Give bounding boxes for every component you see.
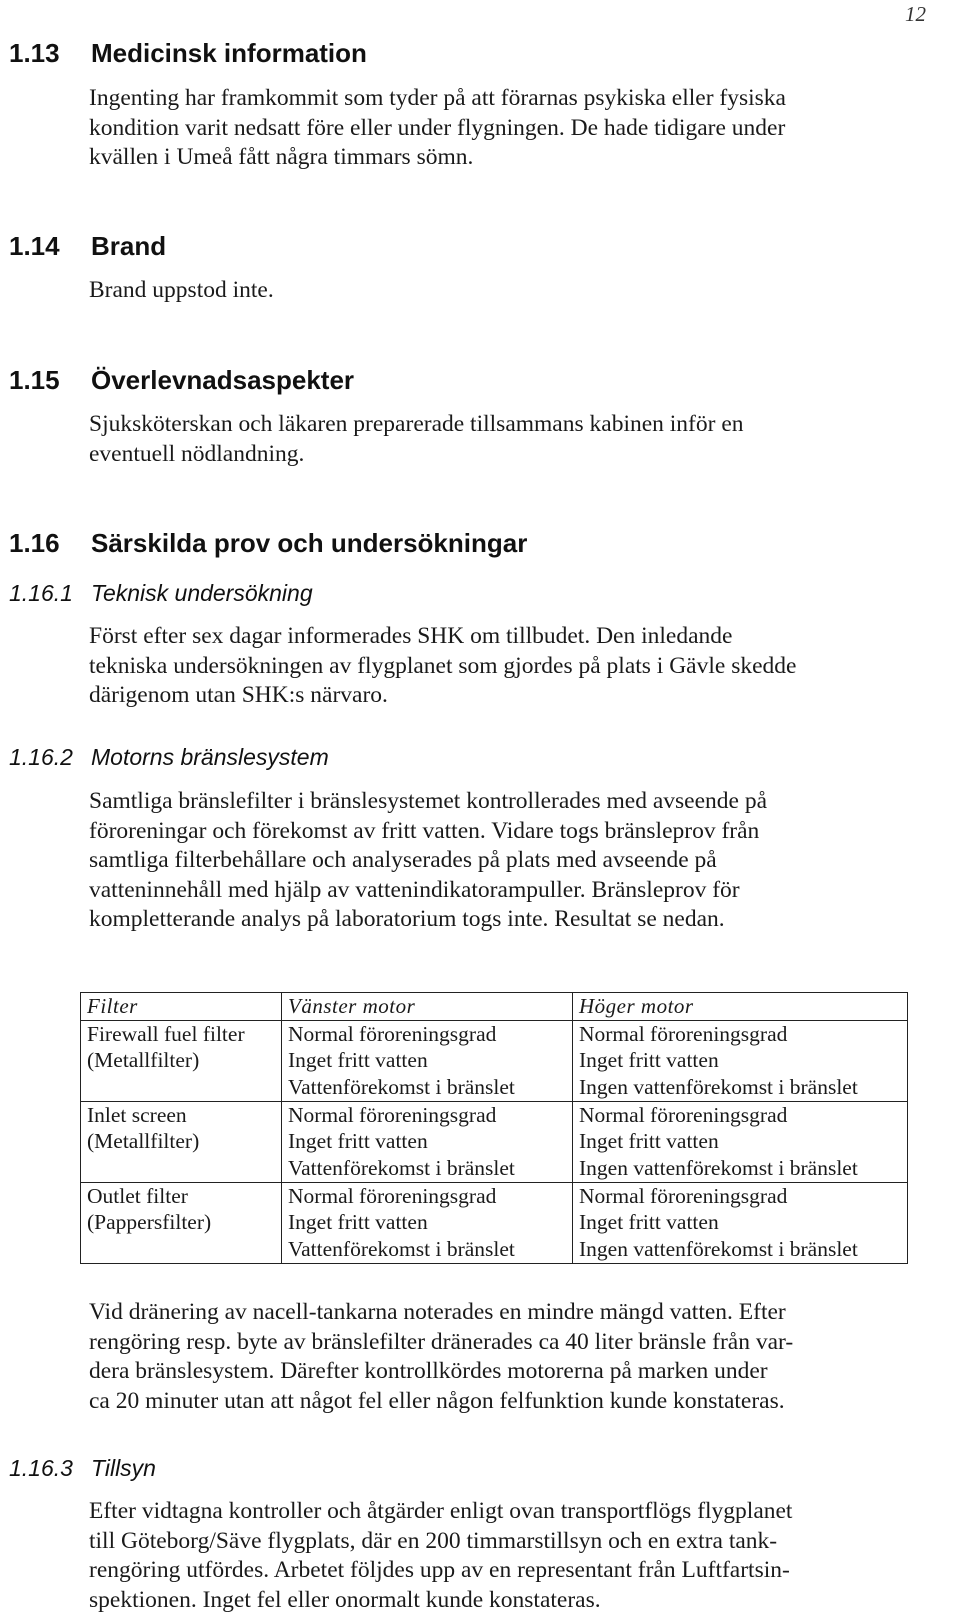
heading-teknisk-undersokning: [9, 580, 313, 607]
heading-number: 1.16.1: [9, 580, 73, 606]
heading-number: 1.13: [9, 38, 60, 68]
heading-number: 1.16: [9, 528, 60, 558]
paragraph-overlevnad: Sjuksköterskan och läkaren preparerade tillsammans kabinen inför en eventuell nödlandning.: [89, 411, 744, 467]
heading-motorns-branslesystem: [9, 744, 329, 771]
cell-line: (Pappersfilter): [87, 1210, 212, 1234]
cell-right-engine: [573, 1101, 908, 1182]
table-row: [81, 1020, 908, 1101]
heading-tillsyn: [9, 1455, 156, 1482]
heading-title: Motorns bränslesystem: [91, 744, 329, 770]
cell-left-engine: [282, 1182, 573, 1263]
cell-right-engine: [573, 1020, 908, 1101]
cell-line: Inget fritt vatten: [288, 1210, 428, 1234]
heading-title: Teknisk undersökning: [91, 580, 313, 606]
cell-line: (Metallfilter): [87, 1129, 200, 1153]
cell-line: Outlet filter: [87, 1183, 188, 1208]
cell-filter: [81, 1020, 282, 1101]
table-row: [81, 1101, 908, 1182]
heading-title: Särskilda prov och undersökningar: [91, 528, 528, 558]
heading-number: 1.14: [9, 231, 60, 261]
heading-brand: [9, 231, 166, 262]
cell-line: Normal föroreningsgrad: [288, 1102, 497, 1127]
heading-number: 1.16.3: [9, 1455, 73, 1481]
page-number: 12: [905, 2, 926, 26]
cell-line: Vattenförekomst i bränslet: [288, 1236, 515, 1261]
column-header-right-engine: Höger motor: [573, 993, 908, 1021]
cell-line: Inget fritt vatten: [579, 1129, 719, 1153]
cell-line: Inget fritt vatten: [579, 1048, 719, 1072]
table-row: [81, 1182, 908, 1263]
paragraph-teknisk: Först efter sex dagar informerades SHK om tillbudet. Den inledande tekniska undersökningen av flygplanet som gjordes på plats i Gävle skedde därigenom utan SHK:s närvaro.: [89, 623, 797, 708]
column-header-filter: Filter: [81, 993, 282, 1021]
heading-title: Överlevnadsaspekter: [91, 365, 355, 395]
cell-left-engine: [282, 1020, 573, 1101]
cell-line: Inget fritt vatten: [288, 1048, 428, 1072]
cell-line: Vattenförekomst i bränslet: [288, 1155, 515, 1180]
cell-line: Normal föroreningsgrad: [288, 1183, 497, 1208]
heading-medicinsk-information: [9, 38, 367, 69]
cell-line: Firewall fuel filter: [87, 1021, 245, 1046]
heading-overlevnadsaspekter: [9, 365, 354, 396]
cell-line: Ingen vattenförekomst i bränslet: [579, 1074, 858, 1099]
paragraph-tillsyn: Efter vidtagna kontroller och åtgärder enligt ovan transportflögs flygplanet till Göteborg/Säve flygplats, där en 200 timmarstillsyn och en extra tank- rengöring utfördes. Arbetet följdes upp av en representant från Luftfartsin- spektionen. Inget fel eller onormalt kunde konstateras.: [89, 1498, 793, 1613]
heading-sarskilda-prov: [9, 528, 527, 559]
cell-right-engine: [573, 1182, 908, 1263]
heading-title: Brand: [91, 231, 167, 261]
heading-title: Tillsyn: [91, 1455, 156, 1481]
column-header-left-engine: Vänster motor: [282, 993, 573, 1021]
paragraph-dranering: Vid dränering av nacell-tankarna noterades en mindre mängd vatten. Efter rengöring resp. byte av bränslefilter dränerades ca 40 liter bränsle från var- dera bränslesystem. Därefter kontrollkördes motorerna på marken under ca 20 minuter utan att något fel eller någon felfunktion kunde konstateras.: [89, 1299, 794, 1414]
heading-title: Medicinsk information: [91, 38, 367, 68]
table-header-row: [81, 993, 908, 1021]
cell-line: Normal föroreningsgrad: [579, 1021, 788, 1046]
filter-results-table: [80, 992, 908, 1264]
paragraph-branslesystem: Samtliga bränslefilter i bränslesystemet kontrollerades med avseende på föroreningar och förekomst av fritt vatten. Vidare togs bränsleprov från samtliga filterbehållare och analyserades på plats med avseende på vatteninnehåll med hjälp av vattenindikatorampuller. Bränsleprov för kompletterande analys på laboratorium togs inte. Resultat se nedan.: [89, 788, 768, 932]
heading-number: 1.16.2: [9, 744, 73, 770]
cell-line: Ingen vattenförekomst i bränslet: [579, 1155, 858, 1180]
cell-line: Vattenförekomst i bränslet: [288, 1074, 515, 1099]
cell-filter: [81, 1182, 282, 1263]
cell-line: Inget fritt vatten: [288, 1129, 428, 1153]
paragraph-brand: Brand uppstod inte.: [89, 277, 274, 303]
heading-number: 1.15: [9, 365, 60, 395]
cell-line: (Metallfilter): [87, 1048, 200, 1072]
cell-line: Ingen vattenförekomst i bränslet: [579, 1236, 858, 1261]
cell-left-engine: [282, 1101, 573, 1182]
cell-filter: [81, 1101, 282, 1182]
cell-line: Inlet screen: [87, 1102, 187, 1127]
cell-line: Normal föroreningsgrad: [288, 1021, 497, 1046]
cell-line: Normal föroreningsgrad: [579, 1183, 788, 1208]
cell-line: Normal föroreningsgrad: [579, 1102, 788, 1127]
cell-line: Inget fritt vatten: [579, 1210, 719, 1234]
paragraph-medicinsk: Ingenting har framkommit som tyder på att förarnas psykiska eller fysiska kondition varit nedsatt före eller under flygningen. De hade tidigare under kvällen i Umeå fått några timmars sömn.: [89, 85, 786, 170]
